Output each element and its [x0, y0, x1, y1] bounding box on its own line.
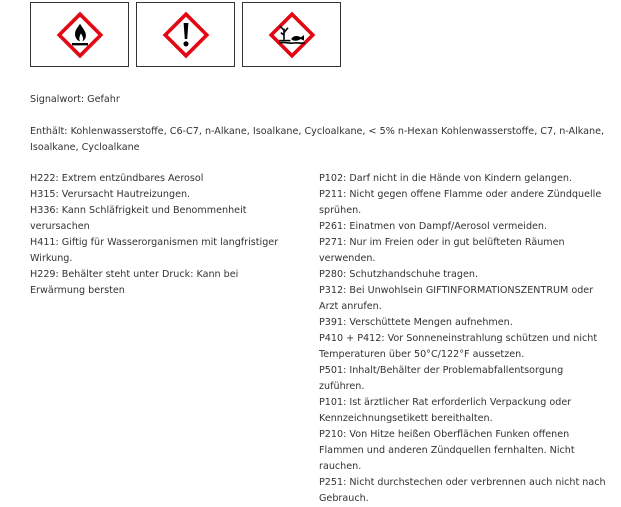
precautionary-statement: P210: Von Hitze heißen Oberflächen Funken offenen Flammen und anderen Zündquellen fernhalten. Nicht rauchen. — [319, 429, 575, 472]
signal-word: Signalwort: Gefahr — [30, 94, 120, 105]
hazard-statement: H411: Giftig für Wasserorganismen mit langfristiger Wirkung. — [30, 237, 279, 264]
precautionary-statement: P410 + P412: Vor Sonneneinstrahlung schützen und nicht Temperaturen über 50°C/122°F aussetzen. — [319, 333, 598, 360]
ghs02-flame-icon — [56, 11, 104, 59]
hazard-statement: H315: Verursacht Hautreizungen. — [30, 189, 191, 200]
precautionary-statement: P211: Nicht gegen offene Flamme oder andere Zündquelle sprühen. — [319, 189, 602, 216]
precautionary-statement: P271: Nur im Freien oder in gut belüfteten Räumen verwenden. — [319, 237, 565, 264]
ghs07-exclamation-mark-icon — [162, 11, 210, 59]
precautionary-statement: P391: Verschüttete Mengen aufnehmen. — [319, 317, 513, 328]
hazard-statement: H222: Extrem entzündbares Aerosol — [30, 173, 204, 184]
precautionary-statement: P101: Ist ärztlicher Rat erforderlich Verpackung oder Kennzeichnungsetikett bereithalten. — [319, 397, 572, 424]
precautionary-statement: P261: Einatmen von Dampf/Aerosol vermeiden. — [319, 221, 548, 232]
hazard-statement: H229: Behälter steht unter Druck: Kann bei Erwärmung bersten — [30, 269, 239, 296]
precautionary-statements-list — [319, 171, 611, 507]
precautionary-statement: P280: Schutzhandschuhe tragen. — [319, 269, 479, 280]
pictogram-environment — [242, 2, 341, 67]
precautionary-statement: P312: Bei Unwohlsein GIFTINFORMATIONSZENTRUM oder Arzt anrufen. — [319, 285, 594, 312]
hazard-statement: H336: Kann Schläfrigkeit und Benommenheit verursachen — [30, 205, 247, 232]
hazard-pictograms — [30, 2, 341, 67]
precautionary-statement: P102: Darf nicht in die Hände von Kindern gelangen. — [319, 173, 572, 184]
hazard-statements-list — [30, 171, 295, 299]
pictogram-flame — [30, 2, 129, 67]
precautionary-statement: P251: Nicht durchstechen oder verbrennen auch nicht nach Gebrauch. — [319, 477, 606, 504]
ghs09-environment-icon — [268, 11, 316, 59]
pictogram-exclamation — [136, 2, 235, 67]
contains-ingredients: Enthält: Kohlenwasserstoffe, C6-C7, n-Alkane, Isoalkane, Cycloalkane, < 5% n-Hexan Kohlenwasserstoffe, C7, n-Alkane, Isoalkane, Cycloalkane — [30, 126, 605, 153]
precautionary-statement: P501: Inhalt/Behälter der Problemabfallentsorgung zuführen. — [319, 365, 564, 392]
